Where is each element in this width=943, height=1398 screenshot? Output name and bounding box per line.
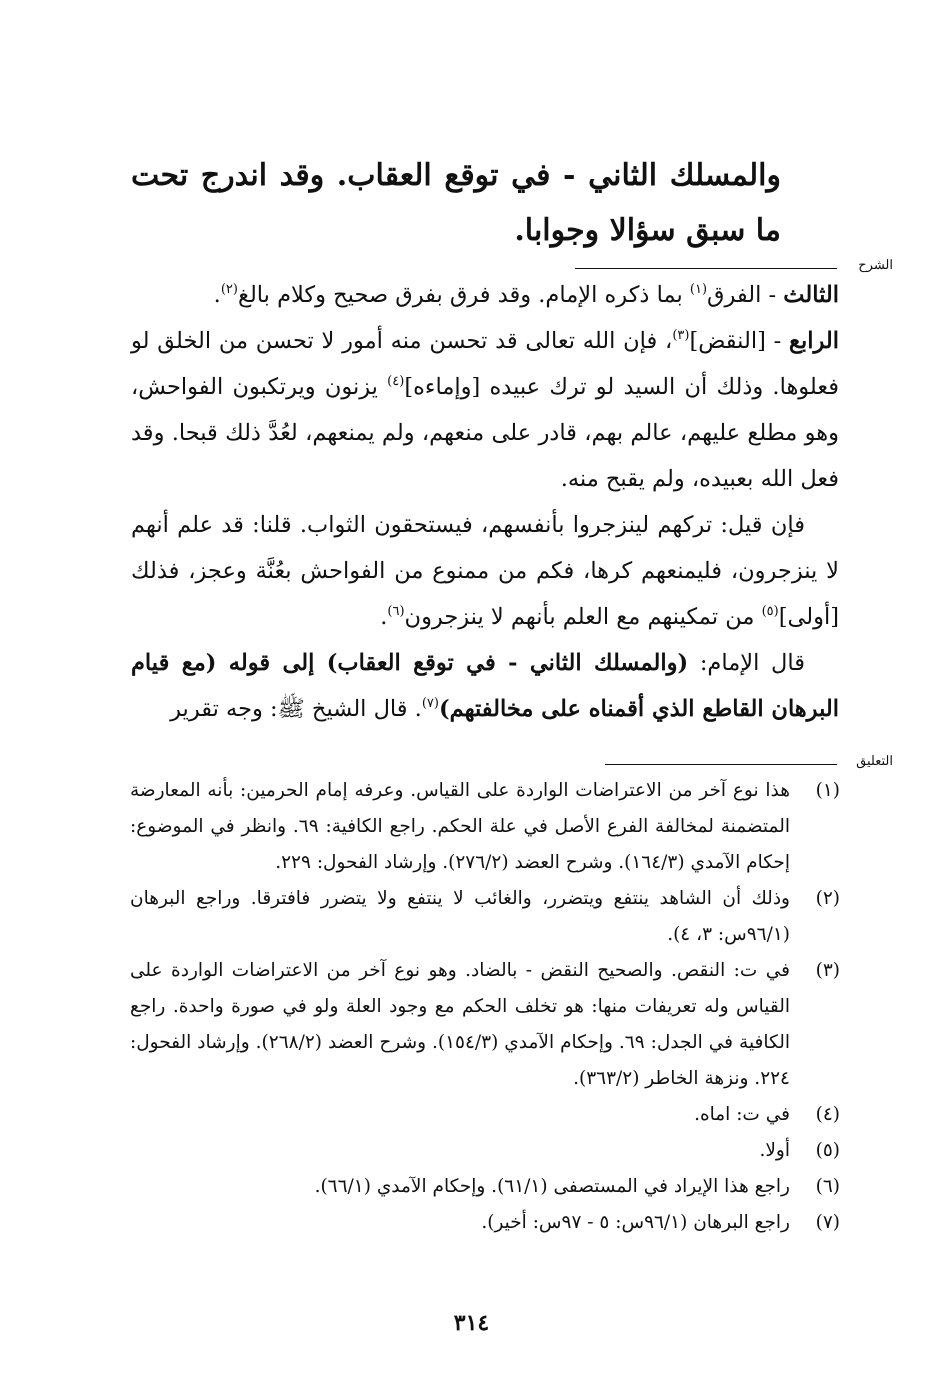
sharh-text-span: من تمكينهم مع العلم بأنهم لا ينزجرون	[404, 604, 762, 630]
sharh-text-span: يزنون ويرتكبون الفواحش، وهو مطلع عليهم، عالم بهم، قادر على منعهم، ولم يمنعهم، لعُدَّ ذلك قبحا. وقد فعل الله بعبيده، ولم يقبح منه.	[131, 374, 839, 492]
footnote-item	[130, 1133, 840, 1169]
footnote-number: (٣)	[815, 960, 840, 981]
footnote-ref: (٣)	[672, 328, 690, 343]
sharh-text-span: فإن قيل: تركهم لينزجروا بأنفسهم، فيستحقون الثواب. قلنا: قد علم أنهم لا ينزجرون، فليمنعهم كرها، فكم من ممنوع من الفواحش بعُنَّة وعجز، فذلك [أولى]	[131, 512, 839, 630]
footnote-item	[130, 953, 840, 1097]
footnote-number: (٧)	[815, 1212, 840, 1233]
footnote-number: (٥)	[815, 1140, 840, 1161]
sharh-rule	[575, 268, 837, 269]
sharh-paragraph-1	[131, 272, 839, 318]
sharh-text-span: ، فإن الله تعالى قد تحسن منه أمور لا تحسن من الخلق لو فعلوها. وذلك أن السيد لو ترك عبيده [وإماءه]	[131, 328, 839, 400]
sharh-lead-third: الثالث	[783, 282, 839, 308]
sharh-lead-fourth: الرابع	[788, 328, 839, 354]
footnotes	[130, 773, 840, 1241]
matn-text: والمسلك الثاني - في توقع العقاب. وقد اندرج تحت ما سبق سؤالا وجوابا.	[131, 158, 781, 248]
footnote-item	[130, 773, 840, 881]
footnote-ref: (٤)	[387, 374, 405, 389]
page-number: ٣١٤	[453, 1310, 490, 1336]
taliq-label: التعليق	[856, 754, 893, 769]
sharh-text-span: - الفرق	[707, 282, 784, 308]
footnote-ref: (١)	[689, 282, 708, 297]
sharh-text-span: .	[213, 282, 221, 308]
sharh-text-span: - [النقض]	[689, 328, 789, 354]
footnote-item	[130, 881, 840, 953]
footnote-number: (٢)	[815, 888, 840, 909]
sharh-paragraph-4	[131, 640, 839, 732]
sharh-text	[131, 272, 839, 732]
sharh-text-span: بما ذكره الإمام. وقد فرق بفرق صحيح وكلام بالغ	[237, 282, 690, 308]
footnote-text: هذا نوع آخر من الاعتراضات الواردة على القياس. وعرفه إمام الحرمين: بأنه المعارضة المتضمنة لمخالفة الفرع الأصل في علة الحكم. راجع الكافية: ٦٩. وانظر في الموضوع: إحكام الآمدي (١٦٤/٣). وشرح العضد (٢٧٦/٢). وإرشاد الفحول: ٢٢٩.	[130, 780, 790, 873]
footnote-number: (١)	[815, 780, 840, 801]
sharh-paragraph-3	[131, 502, 839, 640]
sharh-paragraph-2	[131, 318, 839, 502]
footnote-ref: (٥)	[761, 604, 779, 619]
footnote-ref: (٦)	[387, 604, 405, 619]
taliq-rule	[605, 764, 837, 765]
footnote-ref: (٢)	[220, 282, 238, 297]
footnote-item	[130, 1097, 840, 1133]
quoted-imam-text: (والمسلك الثاني - في توقع العقاب) إلى قوله (مع قيام البرهان القاطع الذي أقمناه على مخالفتهم)	[131, 650, 839, 722]
footnote-ref: (٧)	[421, 696, 439, 711]
sharh-text-span: قال الإمام:	[688, 650, 806, 676]
sharh-text-span: .	[380, 604, 388, 630]
footnote-item	[130, 1169, 840, 1205]
footnote-number: (٤)	[815, 1104, 840, 1125]
footnote-text: في ت: النقص. والصحيح النقض - بالضاد. وهو نوع آخر من الاعتراضات الواردة على القياس وله تعريفات منها: هو تخلف الحكم مع وجود العلة ولو في صورة واحدة. راجع الكافية في الجدل: ٦٩. وإحكام الآمدي (١٥٤/٣). وشرح العضد (٢٦٨/٢). وإرشاد الفحول: ٢٢٤. ونزهة الخاطر (٣٦٣/٢).	[130, 960, 790, 1089]
footnote-item	[130, 1205, 840, 1241]
sharh-label: الشرح	[858, 258, 893, 273]
footnote-text: في ت: اماه.	[694, 1104, 790, 1125]
footnote-text: وذلك أن الشاهد ينتفع ويتضرر، والغائب لا ينتفع ولا يتضرر فافترقا. وراجع البرهان (٩٦/١س: ٣، ٤).	[130, 888, 790, 945]
footnote-number: (٦)	[815, 1176, 840, 1197]
footnote-text: راجع البرهان (٩٦/١س: ٥ - ٩٧س: أخير).	[481, 1212, 790, 1233]
footnote-text: راجع هذا الإيراد في المستصفى (٦١/١). وإحكام الآمدي (٦٦/١).	[314, 1176, 790, 1197]
footnote-text: أولا.	[759, 1140, 790, 1161]
sharh-text-span: . قال الشيخ ﷺ: وجه تقرير	[170, 696, 422, 722]
